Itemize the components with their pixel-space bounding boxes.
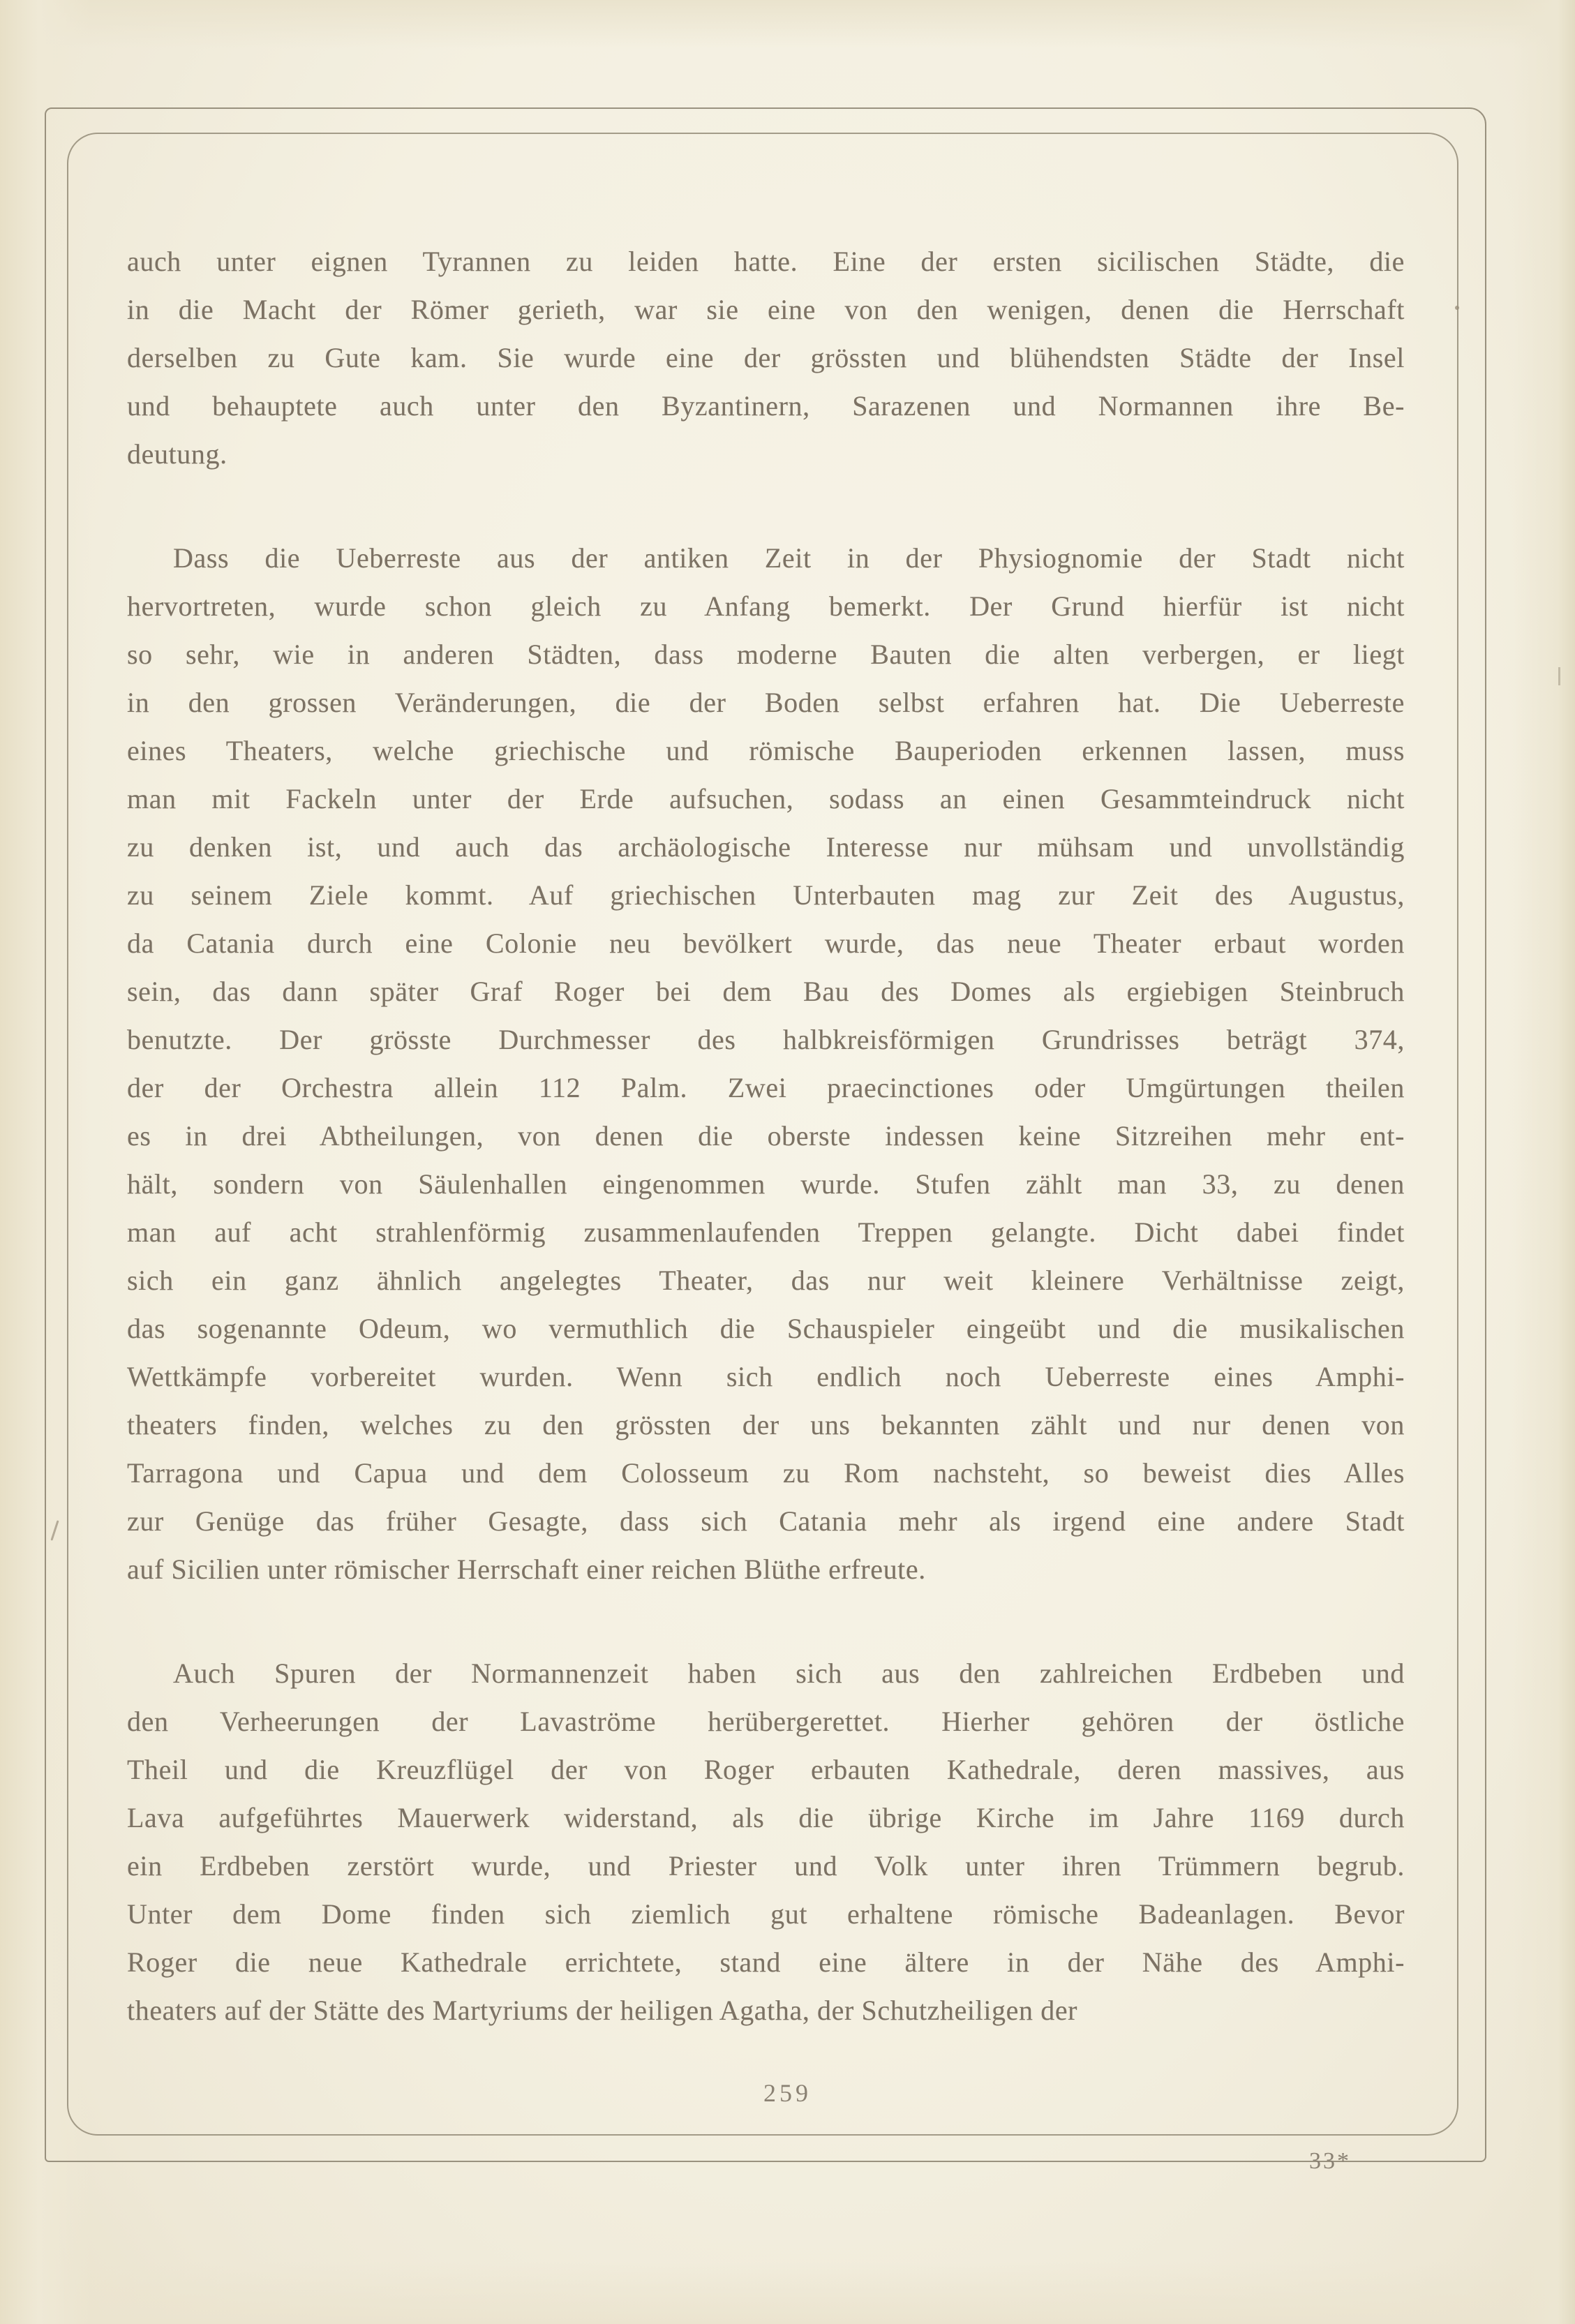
text-line: zu denken ist, und auch das archäologische Interesse nur mühsam und unvollständig: [127, 831, 1405, 863]
text-line: es in drei Abtheilungen, von denen die oberste indessen keine Sitzreihen mehr ent-: [127, 1120, 1405, 1152]
text-line: deutung.: [127, 438, 227, 470]
text-line: derselben zu Gute kam. Sie wurde eine der grössten und blühendsten Städte der Insel: [127, 342, 1405, 373]
signature-mark: 33*: [1309, 2148, 1351, 2174]
text-line: so sehr, wie in anderen Städten, dass moderne Bauten die alten verbergen, er liegt: [127, 639, 1405, 670]
paragraph: [127, 237, 1405, 478]
text-line: da Catania durch eine Colonie neu bevölkert wurde, das neue Theater erbaut worden: [127, 928, 1405, 959]
text-line: eines Theaters, welche griechische und römische Bauperioden erkennen lassen, muss: [127, 735, 1405, 766]
text-line: hervortreten, wurde schon gleich zu Anfang bemerkt. Der Grund hierfür ist nicht: [127, 590, 1405, 622]
text-line: Unter dem Dome finden sich ziemlich gut erhaltene römische Badeanlagen. Bevor: [127, 1898, 1405, 1930]
text-line: den Verheerungen der Lavaströme herübergerettet. Hierher gehören der östliche: [127, 1706, 1405, 1737]
text-line: Roger die neue Kathedrale errichtete, stand eine ältere in der Nähe des Amphi-: [127, 1946, 1405, 1978]
text-line: zu seinem Ziele kommt. Auf griechischen Unterbauten mag zur Zeit des Augustus,: [127, 879, 1405, 911]
text-line: man mit Fackeln unter der Erde aufsuchen, sodass an einen Gesammteindruck nicht: [127, 783, 1405, 814]
text-line: der der Orchestra allein 112 Palm. Zwei praecinctiones oder Umgürtungen theilen: [127, 1072, 1405, 1103]
text-line: man auf acht strahlenförmig zusammenlaufenden Treppen gelangte. Dicht dabei findet: [127, 1216, 1405, 1248]
text-line: in den grossen Veränderungen, die der Boden selbst erfahren hat. Die Ueberreste: [127, 687, 1405, 718]
scan-artifact-slash: [50, 1520, 59, 1540]
text-line: sein, das dann später Graf Roger bei dem Bau des Domes als ergiebigen Steinbruch: [127, 976, 1405, 1007]
text-line: zur Genüge das früher Gesagte, dass sich Catania mehr als irgend eine andere Stadt: [127, 1505, 1405, 1537]
text-line: sich ein ganz ähnlich angelegtes Theater, das nur weit kleinere Verhältnisse zeigt,: [127, 1265, 1405, 1296]
text-line: in die Macht der Römer gerieth, war sie eine von den wenigen, denen die Herrschaft: [127, 294, 1405, 325]
scan-artifact-dot: [1455, 306, 1459, 310]
text-line: Dass die Ueberreste aus der antiken Zeit in der Physiognomie der Stadt nicht: [173, 542, 1405, 574]
text-line: benutzte. Der grösste Durchmesser des halbkreisförmigen Grundrisses beträgt 374,: [127, 1024, 1405, 1055]
text-line: Tarragona und Capua und dem Colosseum zu Rom nachsteht, so beweist dies Alles: [127, 1457, 1405, 1489]
text-line: Theil und die Kreuzflügel der von Roger erbauten Kathedrale, deren massives, aus: [127, 1754, 1405, 1785]
text-line: Wettkämpfe vorbereitet wurden. Wenn sich endlich noch Ueberreste eines Amphi-: [127, 1361, 1405, 1392]
paragraph: [127, 1649, 1405, 2034]
scan-artifact-edge-tick: [1558, 667, 1560, 685]
text-line: das sogenannte Odeum, wo vermuthlich die Schauspieler eingeübt und die musikalischen: [127, 1313, 1405, 1344]
text-line: Auch Spuren der Normannenzeit haben sich aus den zahlreichen Erdbeben und: [173, 1658, 1405, 1689]
page-number: 259: [763, 2079, 812, 2107]
text-line: theaters auf der Stätte des Martyriums der heiligen Agatha, der Schutzheiligen der: [127, 1995, 1078, 2026]
text-line: auf Sicilien unter römischer Herrschaft einer reichen Blüthe erfreute.: [127, 1554, 926, 1585]
text-line: hält, sondern von Säulenhallen eingenommen wurde. Stufen zählt man 33, zu denen: [127, 1168, 1405, 1200]
paragraph: [127, 534, 1405, 1593]
text-line: auch unter eignen Tyrannen zu leiden hatte. Eine der ersten sicilischen Städte, die: [127, 246, 1405, 277]
text-line: und behauptete auch unter den Byzantinern, Sarazenen und Normannen ihre Be-: [127, 390, 1405, 422]
text-line: Lava aufgeführtes Mauerwerk widerstand, als die übrige Kirche im Jahre 1169 durch: [127, 1802, 1405, 1833]
text-line: ein Erdbeben zerstört wurde, und Priester und Volk unter ihren Trümmern begrub.: [127, 1850, 1405, 1882]
text-block: [127, 237, 1405, 2034]
text-line: theaters finden, welches zu den grössten der uns bekannten zählt und nur denen von: [127, 1409, 1405, 1440]
